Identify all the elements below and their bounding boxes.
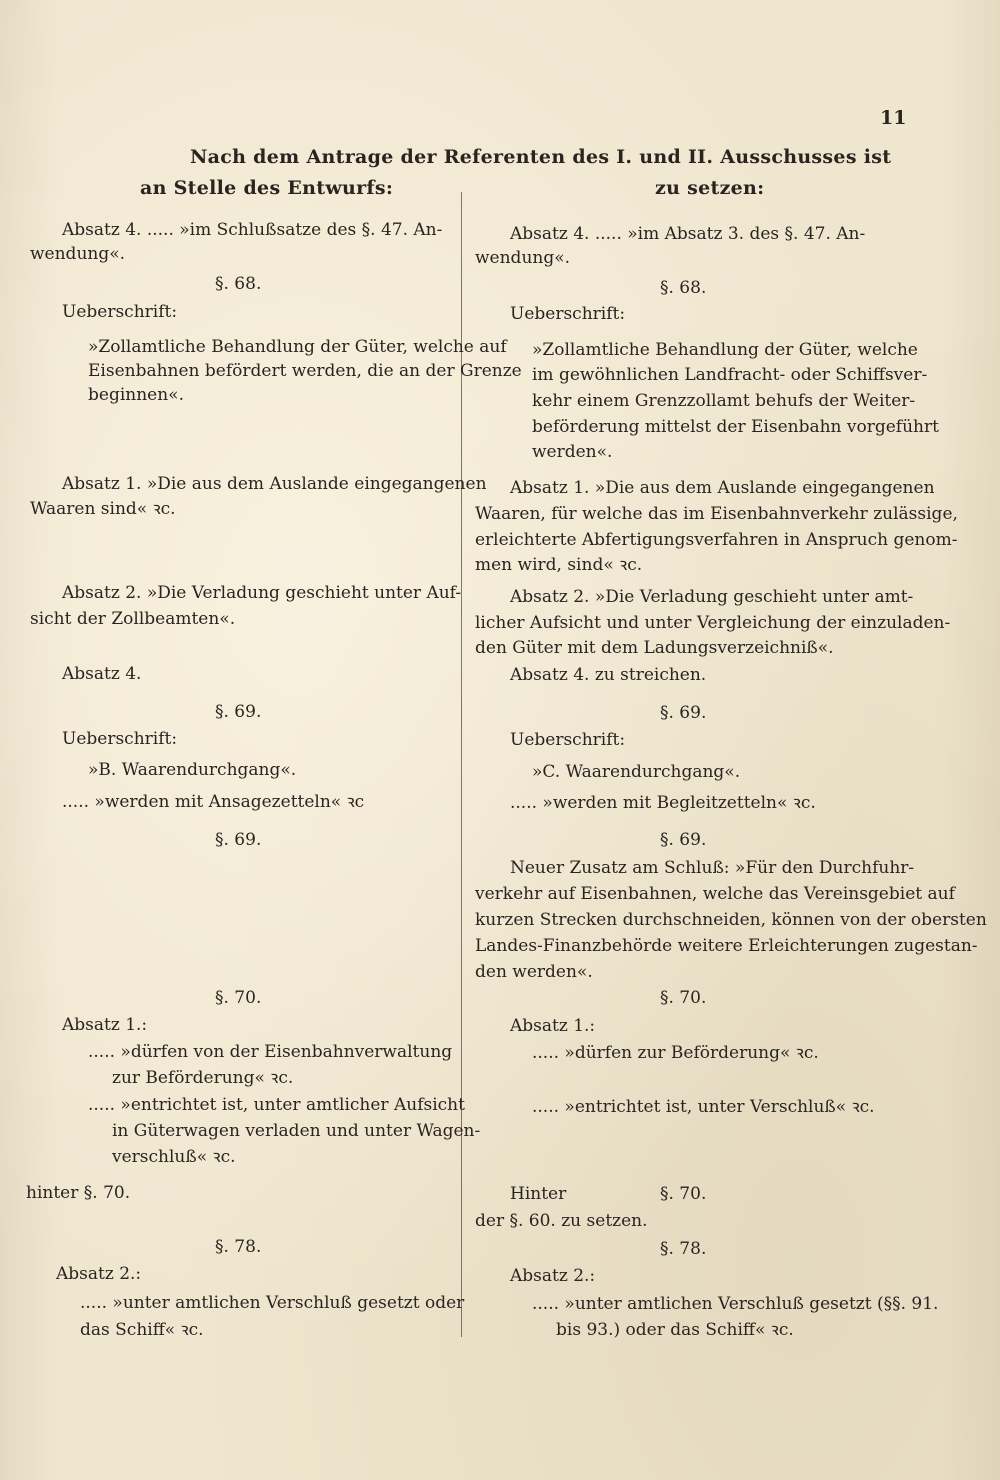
left-text-line: Absatz 1.: — [62, 1015, 148, 1035]
right-text-line: »Zollamtliche Behandlung der Güter, welche — [532, 340, 918, 360]
left-text-line: hinter §. 70. — [26, 1183, 131, 1203]
right-text-line: Waaren, für welche das im Eisenbahnverkehr zulässige, — [475, 504, 958, 524]
left-text-line: »Zollamtliche Behandlung der Güter, welche auf — [88, 337, 507, 357]
left-text-line: verschluß« ꝛc. — [112, 1147, 236, 1167]
right-text-line: den Güter mit dem Ladungsverzeichniß«. — [475, 638, 834, 658]
left-text-line: sicht der Zollbeamten«. — [30, 609, 236, 629]
left-text-line: Absatz 1. »Die aus dem Auslande eingegangenen — [62, 474, 487, 494]
right-text-line: kehr einem Grenzzollamt behufs der Weiter- — [532, 391, 916, 411]
right-text-line: Absatz 1. »Die aus dem Auslande eingegangenen — [510, 478, 935, 498]
right-section-number: §. 69. — [660, 830, 707, 850]
right-text-line: ..... »entrichtet ist, unter Verschluß« ꝛc. — [532, 1097, 875, 1117]
left-text-line: wendung«. — [30, 244, 126, 264]
left-section-number: §. 70. — [215, 988, 262, 1008]
right-text-line: Hinter — [510, 1184, 567, 1204]
right-text-line: der §. 60. zu setzen. — [475, 1211, 648, 1231]
left-section-number: §. 69. — [215, 830, 262, 850]
right-text-line: im gewöhnlichen Landfracht- oder Schiffsver- — [532, 365, 928, 385]
right-text-line: Neuer Zusatz am Schluß: »Für den Durchfuhr- — [510, 858, 915, 878]
right-section-number: §. 70. — [660, 1184, 707, 1204]
right-text-line: Absatz 4. ..... »im Absatz 3. des §. 47. An- — [510, 224, 866, 244]
right-text-line: Absatz 4. zu streichen. — [510, 665, 707, 685]
right-text-line: den werden«. — [475, 962, 593, 982]
right-text-line: bis 93.) oder das Schiff« ꝛc. — [556, 1320, 794, 1340]
left-text-line: ..... »dürfen von der Eisenbahnverwaltung — [88, 1042, 453, 1062]
page-number: 11 — [880, 107, 907, 129]
right-text-line: werden«. — [532, 442, 613, 462]
right-text-line: Absatz 2. »Die Verladung geschieht unter amt- — [510, 587, 914, 607]
left-text-line: ..... »entrichtet ist, unter amtlicher Aufsicht — [88, 1095, 465, 1115]
right-text-line: ..... »unter amtlichen Verschluß gesetzt (§§. 91. — [532, 1294, 939, 1314]
left-text-line: Absatz 4. — [62, 664, 142, 684]
right-text-line: Absatz 2.: — [510, 1266, 596, 1286]
heading-right-subtitle: zu setzen: — [655, 177, 765, 199]
left-text-line: ..... »unter amtlichen Verschluß gesetzt oder — [80, 1293, 465, 1313]
right-text-line: beförderung mittelst der Eisenbahn vorgeführt — [532, 417, 939, 437]
left-text-line: zur Beförderung« ꝛc. — [112, 1068, 294, 1088]
left-text-line: Ueberschrift: — [62, 729, 178, 749]
left-text-line: ..... »werden mit Ansagezetteln« ꝛc — [62, 792, 365, 812]
left-text-line: Ueberschrift: — [62, 302, 178, 322]
right-text-line: licher Aufsicht und unter Vergleichung der einzuladen- — [475, 613, 951, 633]
left-text-line: Absatz 4. ..... »im Schlußsatze des §. 47. An- — [62, 220, 443, 240]
right-text-line: kurzen Strecken durchschneiden, können von der obersten — [475, 910, 987, 930]
right-text-line: Landes-Finanzbehörde weitere Erleichterungen zugestan- — [475, 936, 978, 956]
right-section-number: §. 69. — [660, 703, 707, 723]
heading-line: Nach dem Antrage der Referenten des I. und II. Ausschusses ist — [190, 146, 892, 168]
right-text-line: men wird, sind« ꝛc. — [475, 555, 643, 575]
right-text-line: verkehr auf Eisenbahnen, welche das Vereinsgebiet auf — [475, 884, 955, 904]
left-section-number: §. 78. — [215, 1237, 262, 1257]
right-text-line: ..... »dürfen zur Beförderung« ꝛc. — [532, 1043, 819, 1063]
right-section-number: §. 78. — [660, 1239, 707, 1259]
right-text-line: Ueberschrift: — [510, 304, 626, 324]
right-text-line: »C. Waarendurchgang«. — [532, 762, 741, 782]
left-text-line: das Schiff« ꝛc. — [80, 1320, 204, 1340]
left-text-line: Absatz 2.: — [56, 1264, 142, 1284]
right-text-line: Absatz 1.: — [510, 1016, 596, 1036]
left-section-number: §. 69. — [215, 702, 262, 722]
right-text-line: Ueberschrift: — [510, 730, 626, 750]
left-text-line: beginnen«. — [88, 385, 184, 405]
right-text-line: ..... »werden mit Begleitzetteln« ꝛc. — [510, 793, 816, 813]
left-text-line: Absatz 2. »Die Verladung geschieht unter Auf- — [62, 583, 462, 603]
right-section-number: §. 70. — [660, 988, 707, 1008]
heading-left-subtitle: an Stelle des Entwurfs: — [140, 177, 394, 199]
left-section-number: §. 68. — [215, 274, 262, 294]
left-text-line: Waaren sind« ꝛc. — [30, 499, 176, 519]
left-text-line: »B. Waarendurchgang«. — [88, 760, 297, 780]
right-text-line: wendung«. — [475, 248, 571, 268]
right-section-number: §. 68. — [660, 278, 707, 298]
right-text-line: erleichterte Abfertigungsverfahren in Anspruch genom- — [475, 530, 958, 550]
left-text-line: Eisenbahnen befördert werden, die an der Grenze — [88, 361, 522, 381]
left-text-line: in Güterwagen verladen und unter Wagen- — [112, 1121, 481, 1141]
